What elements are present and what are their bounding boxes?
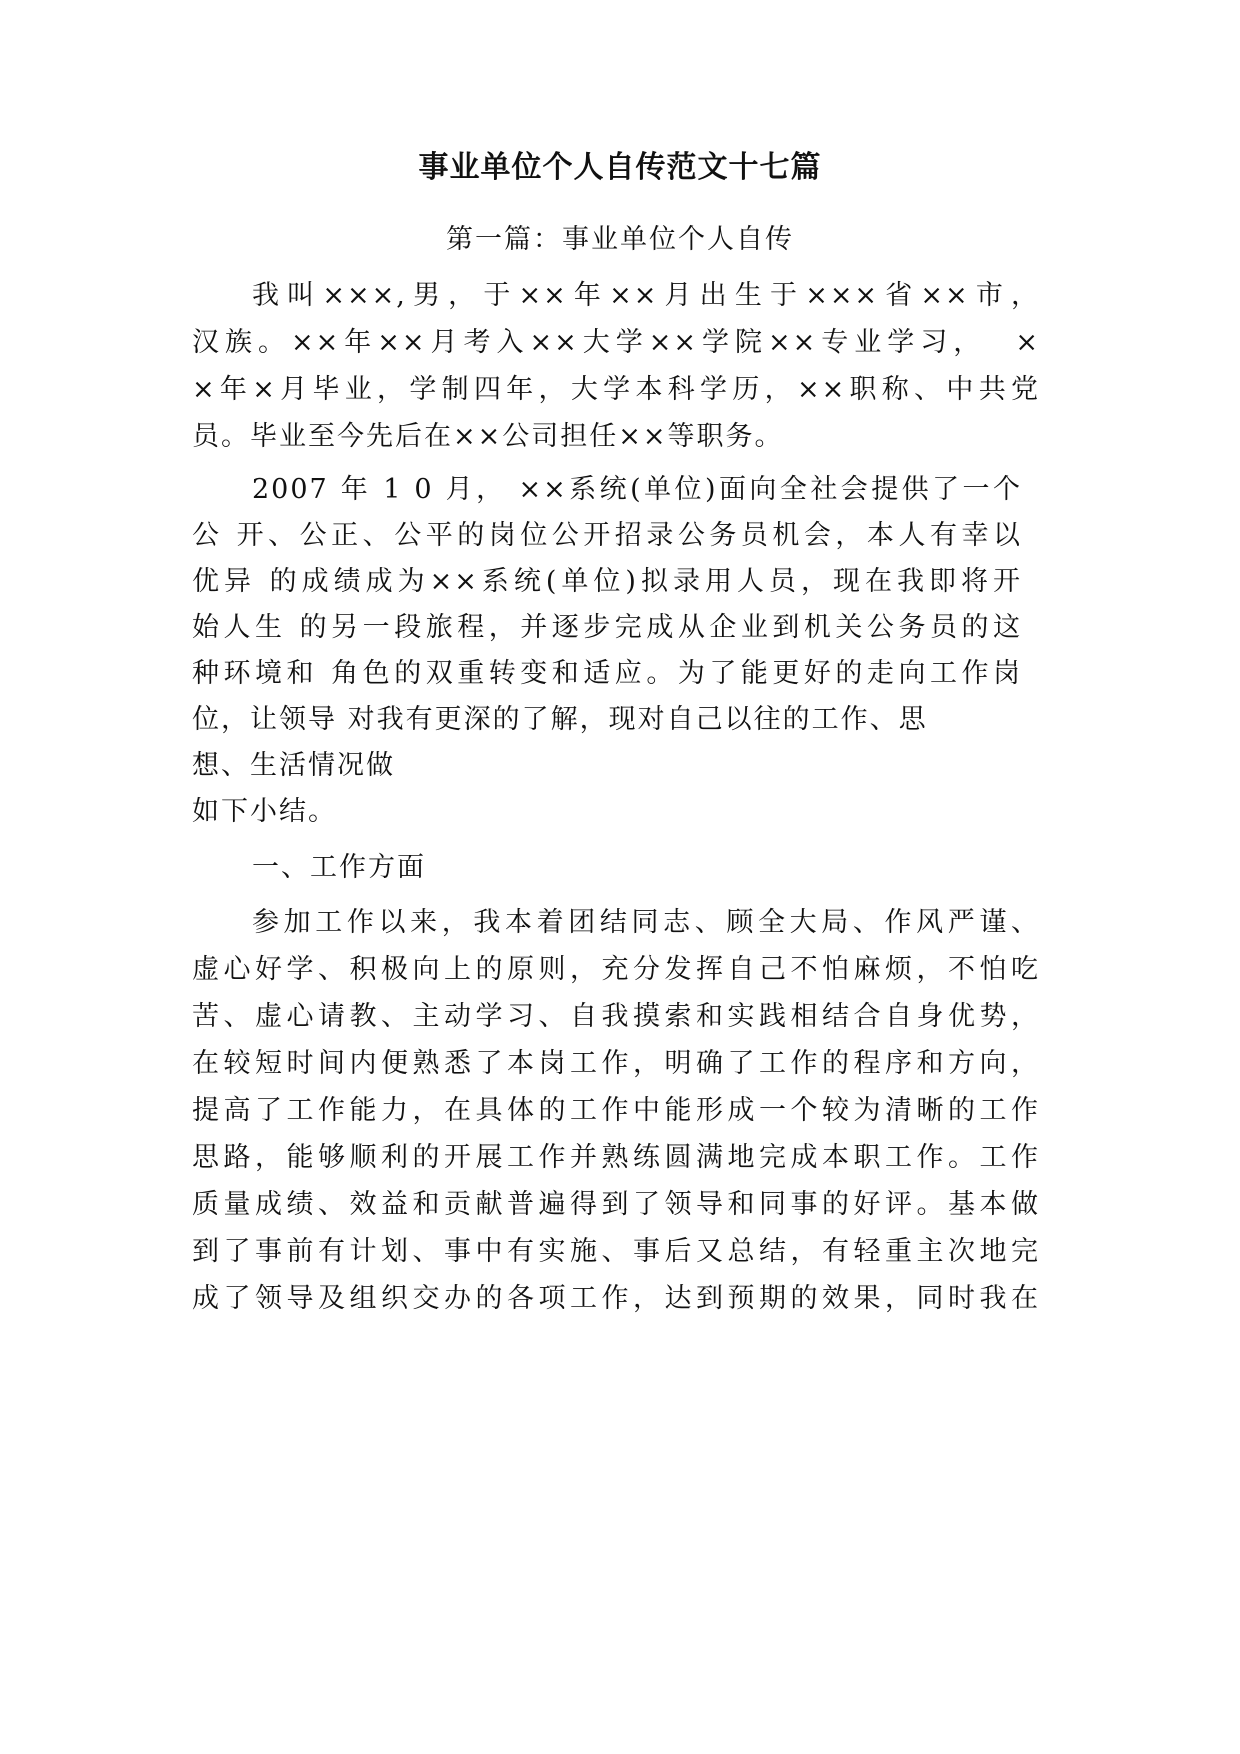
paragraph-2-line-4: 始人生 的另一段旅程，并逐步完成从企业到机关公务员的这 <box>192 612 1022 643</box>
paragraph-2-line-1: 2007 年 1 0 月， ××系统(单位)面向全社会提供了一个 <box>252 474 1022 505</box>
paragraph-2-line-7: 想、生活情况做 <box>192 750 395 781</box>
document-subtitle: 第一篇：事业单位个人自传 <box>446 224 794 255</box>
paragraph-2-line-2: 公 开、公正、公平的岗位公开招录公务员机会，本人有幸以 <box>192 520 1022 551</box>
paragraph-3-line-3: 苦、虚心请教、主动学习、自我摸索和实践相结合自身优势， <box>192 1001 1040 1032</box>
section-heading: 一、工作方面 <box>252 852 426 883</box>
document-title: 事业单位个人自传范文十七篇 <box>418 150 822 185</box>
paragraph-2-line-3: 优异 的成绩成为××系统(单位)拟录用人员，现在我即将开 <box>192 566 1022 597</box>
paragraph-1-line-2: 汉族。××年××月考入××大学××学院××专业学习， × <box>192 327 1040 358</box>
paragraph-3-line-9: 成了领导及组织交办的各项工作，达到预期的效果，同时我在 <box>192 1283 1040 1314</box>
paragraph-2-line-6: 位，让领导 对我有更深的了解，现对自己以往的工作、思 <box>192 704 928 735</box>
paragraph-2-line-8: 如下小结。 <box>192 796 337 827</box>
paragraph-2-line-5: 种环境和 角色的双重转变和适应。为了能更好的走向工作岗 <box>192 658 1022 689</box>
paragraph-3-line-2: 虚心好学、积极向上的原则，充分发挥自己不怕麻烦，不怕吃 <box>192 954 1040 985</box>
paragraph-3-line-1: 参加工作以来，我本着团结同志、顾全大局、作风严谨、 <box>252 907 1040 938</box>
paragraph-3-line-6: 思路，能够顺利的开展工作并熟练圆满地完成本职工作。工作 <box>192 1142 1040 1173</box>
paragraph-1-line-1: 我叫×××,男，于××年××月出生于×××省××市， <box>252 280 1040 311</box>
paragraph-3-line-8: 到了事前有计划、事中有实施、事后又总结，有轻重主次地完 <box>192 1236 1040 1267</box>
paragraph-1-line-4: 员。毕业至今先后在××公司担任××等职务。 <box>192 421 784 452</box>
paragraph-3-line-5: 提高了工作能力，在具体的工作中能形成一个较为清晰的工作 <box>192 1095 1040 1126</box>
paragraph-3-line-7: 质量成绩、效益和贡献普遍得到了领导和同事的好评。基本做 <box>192 1189 1040 1220</box>
paragraph-1-line-3: ×年×月毕业，学制四年，大学本科学历，××职称、中共党 <box>192 374 1040 405</box>
paragraph-3-line-4: 在较短时间内便熟悉了本岗工作，明确了工作的程序和方向， <box>192 1048 1040 1079</box>
